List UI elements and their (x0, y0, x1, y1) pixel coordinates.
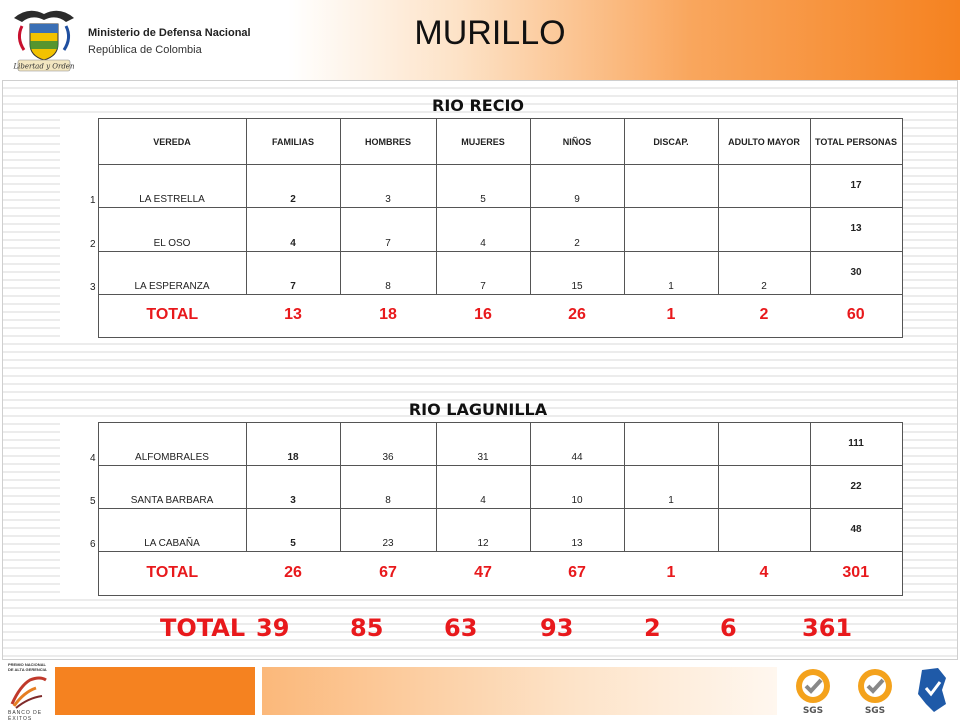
row-total: 22 (810, 466, 902, 509)
row-total: 13 (810, 208, 902, 252)
column-header: MUJERES (436, 119, 530, 165)
section-total-row: TOTAL 13 18 16 26 1 2 60 (60, 295, 902, 338)
table-row: 5 SANTA BARBARA 3 8 4 10 1 22 (60, 466, 902, 509)
column-header: NIÑOS (530, 119, 624, 165)
grand-total-ninos: 93 (540, 614, 574, 642)
row-total: 17 (810, 165, 902, 208)
grand-total-mujeres: 63 (444, 614, 478, 642)
cert-label: SGS (802, 706, 824, 716)
table-header-row (60, 119, 902, 165)
sgs-certification-icon (852, 664, 898, 716)
column-header: DISCAP. (624, 119, 718, 165)
column-header: FAMILIAS (246, 119, 340, 165)
cert-label: SGS (864, 706, 886, 716)
row-total: 30 (810, 252, 902, 295)
section-total-row: TOTAL 26 67 47 67 1 4 301 (60, 552, 902, 596)
alta-gerencia-logo-icon (6, 666, 50, 716)
header-banner (0, 0, 960, 80)
table-row: 6 LA CABAÑA 5 23 12 13 48 (60, 509, 902, 552)
grand-total-label: TOTAL (160, 614, 246, 642)
footer-gradient-bar (262, 667, 777, 715)
page-title: MURILLO (414, 14, 566, 52)
rio-lagunilla-table (60, 422, 903, 596)
footer-orange-bar (55, 667, 255, 715)
row-total: 111 (810, 423, 902, 466)
column-header: ADULTO MAYOR (718, 119, 810, 165)
sgs-certification-icon (790, 664, 836, 716)
alta-gerencia-text: PREMIO NACIONAL DE ALTA GERENCIA (8, 662, 47, 672)
grand-total-hombres: 85 (350, 614, 384, 642)
table-row: 3 LA ESPERANZA 7 8 7 15 1 2 30 (60, 252, 902, 295)
motto-text: Libertad y Orden (13, 62, 75, 71)
table-row: 4 ALFOMBRALES 18 36 31 44 111 (60, 423, 902, 466)
grand-total-personas: 361 (802, 614, 853, 642)
column-header: VEREDA (98, 119, 246, 165)
table-row: 2 EL OSO 4 7 4 2 13 (60, 208, 902, 252)
banco-exitos-text: BANCO DE ÉXITOS (8, 710, 43, 720)
row-total: 48 (810, 509, 902, 552)
grand-total-discap: 2 (644, 614, 661, 642)
section-title-rio-recio: RIO RECIO (432, 96, 524, 115)
rio-recio-table (60, 118, 903, 338)
ministry-name: Ministerio de Defensa Nacional (88, 27, 251, 39)
section-title-rio-lagunilla: RIO LAGUNILLA (408, 400, 548, 419)
republic-name: República de Colombia (88, 44, 202, 56)
grand-total-familias: 39 (256, 614, 290, 642)
grand-total-adulto: 6 (720, 614, 737, 642)
coat-of-arms-icon (8, 4, 80, 74)
column-header: HOMBRES (340, 119, 436, 165)
column-header: TOTAL PERSONAS (810, 119, 902, 165)
colombia-map-certification-icon (908, 664, 954, 716)
table-row: 1 LA ESTRELLA 2 3 5 9 17 (60, 165, 902, 208)
